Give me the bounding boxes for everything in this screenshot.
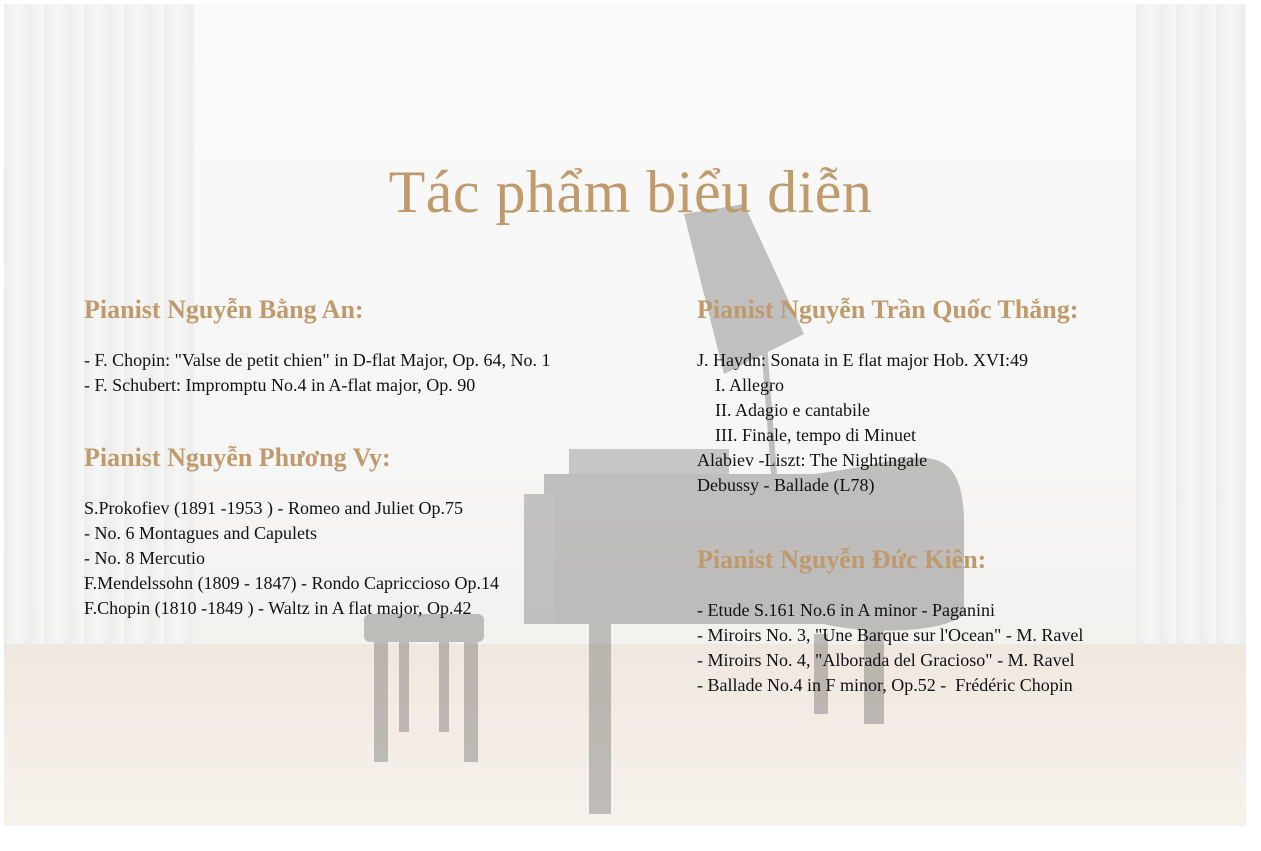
performer-section-phuong-vy [84, 440, 644, 621]
repertoire-item: - Miroirs No. 3, "Une Barque sur l'Ocean" - M. Ravel [697, 625, 1084, 645]
repertoire-item: J. Haydn: Sonata in E flat major Hob. XVI:49 [697, 350, 1028, 370]
performer-heading: Pianist Nguyễn Phương Vy: [84, 443, 391, 472]
repertoire-item: - Ballade No.4 in F minor, Op.52 - Frédéric Chopin [697, 675, 1073, 695]
performer-section-duc-kien [697, 542, 1217, 698]
repertoire-item: Debussy - Ballade (L78) [697, 475, 875, 495]
left-column [84, 292, 644, 621]
repertoire-item: I. Allegro [697, 375, 784, 395]
repertoire-item: II. Adagio e cantabile [697, 400, 870, 420]
performer-heading: Pianist Nguyễn Đức Kiên: [697, 545, 987, 574]
repertoire-list [697, 598, 1217, 698]
repertoire-item: - No. 6 Montagues and Capulets [84, 523, 317, 543]
performer-heading: Pianist Nguyễn Trần Quốc Thắng: [697, 295, 1079, 324]
repertoire-item: - F. Chopin: "Valse de petit chien" in D-flat Major, Op. 64, No. 1 [84, 350, 551, 370]
page-title: Tác phẩm biểu diễn [388, 159, 873, 225]
right-column [697, 292, 1217, 698]
repertoire-item: F.Mendelssohn (1809 - 1847) - Rondo Capriccioso Op.14 [84, 573, 500, 593]
repertoire-item: III. Finale, tempo di Minuet [697, 425, 916, 445]
repertoire-item: - No. 8 Mercutio [84, 548, 205, 568]
repertoire-list [697, 348, 1217, 498]
repertoire-item: Alabiev -Liszt: The Nightingale [697, 450, 928, 470]
performer-section-bang-an [84, 292, 644, 398]
repertoire-item: - Miroirs No. 4, "Alborada del Gracioso" - M. Ravel [697, 650, 1075, 670]
repertoire-item: - Etude S.161 No.6 in A minor - Paganini [697, 600, 995, 620]
performer-heading: Pianist Nguyễn Bằng An: [84, 295, 364, 324]
repertoire-list [84, 348, 644, 398]
repertoire-list [84, 496, 644, 621]
repertoire-item: S.Prokofiev (1891 -1953 ) - Romeo and Juliet Op.75 [84, 498, 463, 518]
performer-section-quoc-thang [697, 292, 1217, 498]
repertoire-item: F.Chopin (1810 -1849 ) - Waltz in A flat major, Op.42 [84, 598, 472, 618]
repertoire-item: - F. Schubert: Impromptu No.4 in A-flat major, Op. 90 [84, 375, 476, 395]
